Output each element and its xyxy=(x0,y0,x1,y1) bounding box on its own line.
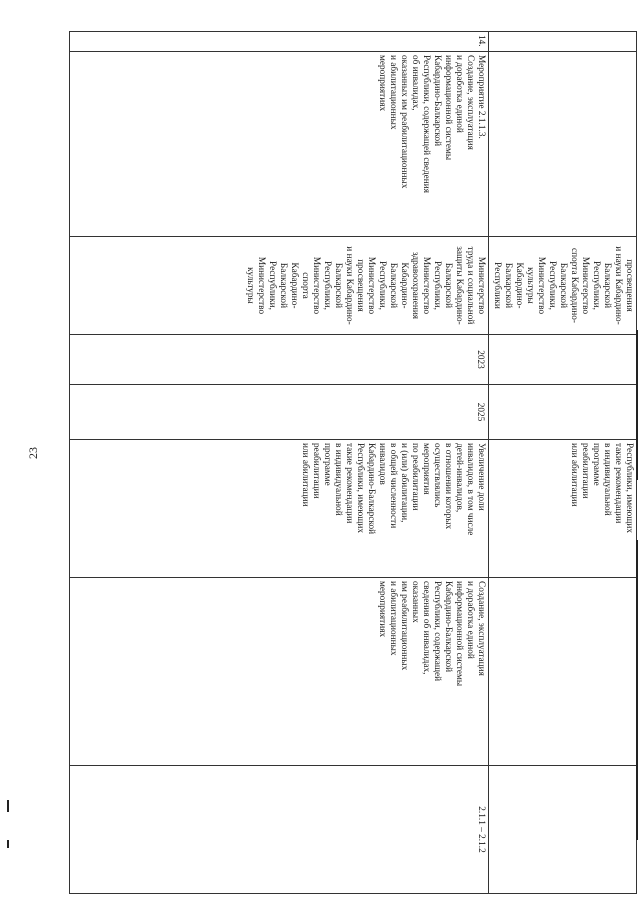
cell-event: Мероприятие 2.1.1.3. Создание, эксплуатация и доработка единой информационной системы Кабардино-Балкарской Республики, содержащей сведения об инвалидах, оказанных им реабилитационных и абилитационных мероприятиях xyxy=(70,52,489,237)
cell-executors: Министерство труда и социальной защиты Кабардино- Балкарской Республики, Министерство здравоохранения Кабардино- Балкарской Республики, Министерство просвещения и науки Кабардино- Балкарской Республики, Министерство спорта Кабардино- Балкарской Республики, Министерство культуры xyxy=(70,237,489,335)
page-number: 23 xyxy=(26,447,40,459)
cell-start-year xyxy=(489,335,637,385)
cell-indicator: Республики, имеющих такие рекомендации в индивидуальной программе реабилитации или абилитации xyxy=(489,440,637,578)
scan-edge-line xyxy=(636,330,638,480)
cell-num: 14. xyxy=(70,32,489,52)
table-row xyxy=(70,32,489,894)
cell-end-year: 2025 xyxy=(70,385,489,440)
cell-event xyxy=(489,52,637,237)
cell-result xyxy=(489,578,637,766)
program-events-table xyxy=(69,31,637,894)
cell-link: 2.1.1 – 2.1.2 xyxy=(70,766,489,894)
cell-num xyxy=(489,32,637,52)
scan-edge-mark xyxy=(7,840,9,848)
rotated-table-container xyxy=(69,31,637,893)
cell-result: Создание, эксплуатация и доработка единой информационной системы Кабардино-Балкарской Республики, содержащей сведения об инвалидах, оказанных им реабилитационных и абилитационных мероприятиях xyxy=(70,578,489,766)
cell-indicator: Увеличение доли инвалидов, в том числе детей-инвалидов, в отношении которых осуществлялись мероприятия по реабилитации и (или) абилитации, в общей численности инвалидов Кабардино-Балкарской Республики, имеющих такие рекомендации в индивидуальной программе реабилитации или абилитации xyxy=(70,440,489,578)
cell-executors: просвещения и науки Кабардино- Балкарской Республики, Министерство спорта Кабардино- Балкарской Республики, Министерство культуры Кабардино- Балкарской Республики xyxy=(489,237,637,335)
scan-edge-mark xyxy=(7,800,9,812)
cell-end-year xyxy=(489,385,637,440)
cell-link xyxy=(489,766,637,894)
cell-start-year: 2023 xyxy=(70,335,489,385)
scan-edge-line xyxy=(636,540,638,840)
table-row xyxy=(489,32,637,894)
